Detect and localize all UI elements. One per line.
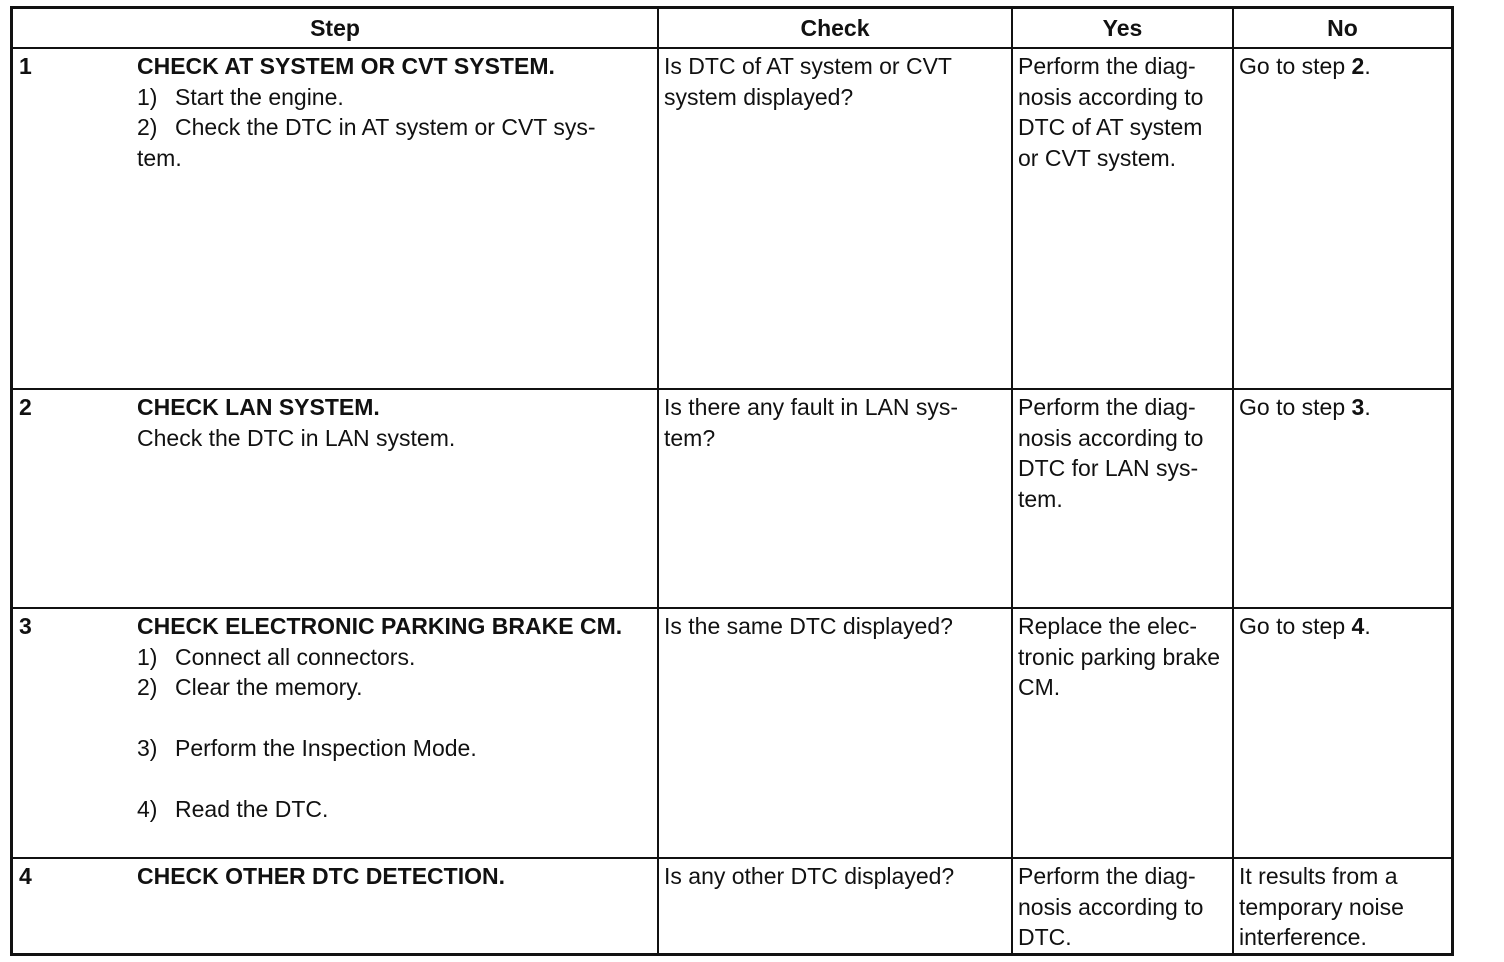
- header-row: [13, 9, 1451, 48]
- header-step: Step: [13, 9, 658, 48]
- table-row: [13, 608, 1451, 858]
- table-row: [13, 48, 1451, 389]
- step-cell: [13, 608, 658, 858]
- header-no: No: [1233, 9, 1451, 48]
- yes-cell: Perform the diag-nosis according to DTC for LAN sys-tem.: [1012, 389, 1233, 608]
- step-instruction: 1) Connect all connectors.: [137, 643, 416, 670]
- no-cell: Go to step 3.: [1233, 389, 1451, 608]
- table-row: [13, 858, 1451, 955]
- step-instruction: 2) Check the DTC in AT system or CVT sys-: [137, 114, 596, 140]
- step-title: CHECK AT SYSTEM OR CVT SYSTEM.: [137, 53, 555, 79]
- step-title: CHECK LAN SYSTEM.: [137, 394, 380, 420]
- yes-cell: Replace the elec-tronic parking brake CM.: [1012, 608, 1233, 858]
- step-cell: [13, 389, 658, 608]
- yes-cell: Perform the diag-nosis according to DTC.: [1012, 858, 1233, 955]
- check-cell: Is the same DTC displayed?: [658, 608, 1012, 858]
- yes-cell: Perform the diag-nosis according to DTC of AT system or CVT system.: [1012, 48, 1233, 389]
- check-cell: Is any other DTC displayed?: [658, 858, 1012, 955]
- step-instruction: 3) Perform the Inspection Mode.: [137, 735, 477, 761]
- step-number: 2: [19, 394, 32, 420]
- no-cell: Go to step 2.: [1233, 48, 1451, 389]
- check-cell: Is there any fault in LAN sys-tem?: [658, 389, 1012, 608]
- check-cell: Is DTC of AT system or CVT system displayed?: [658, 48, 1012, 389]
- step-instruction: 2) Clear the memory.: [137, 674, 363, 700]
- no-cell: Go to step 4.: [1233, 608, 1451, 858]
- step-cell: [13, 48, 658, 389]
- step-title: CHECK ELECTRONIC PARKING BRAKE CM.: [137, 613, 623, 639]
- step-cell: [13, 858, 658, 955]
- no-cell: It results from a temporary noise interference.: [1233, 858, 1451, 955]
- diagnosis-table: [13, 9, 1451, 955]
- header-check: Check: [658, 9, 1012, 48]
- step-number: 1: [19, 53, 32, 79]
- step-number: 3: [19, 613, 32, 639]
- step-title: CHECK OTHER DTC DETECTION.: [137, 863, 505, 889]
- step-instruction: 1) Start the engine.: [137, 83, 344, 110]
- step-instruction: 4) Read the DTC.: [137, 796, 329, 822]
- step-instruction: Check the DTC in LAN system.: [137, 424, 456, 451]
- table-row: [13, 389, 1451, 608]
- header-yes: Yes: [1012, 9, 1233, 48]
- diagnosis-table-frame: [10, 6, 1454, 956]
- step-number: 4: [19, 863, 32, 889]
- step-instruction-continued: tem.: [137, 144, 182, 171]
